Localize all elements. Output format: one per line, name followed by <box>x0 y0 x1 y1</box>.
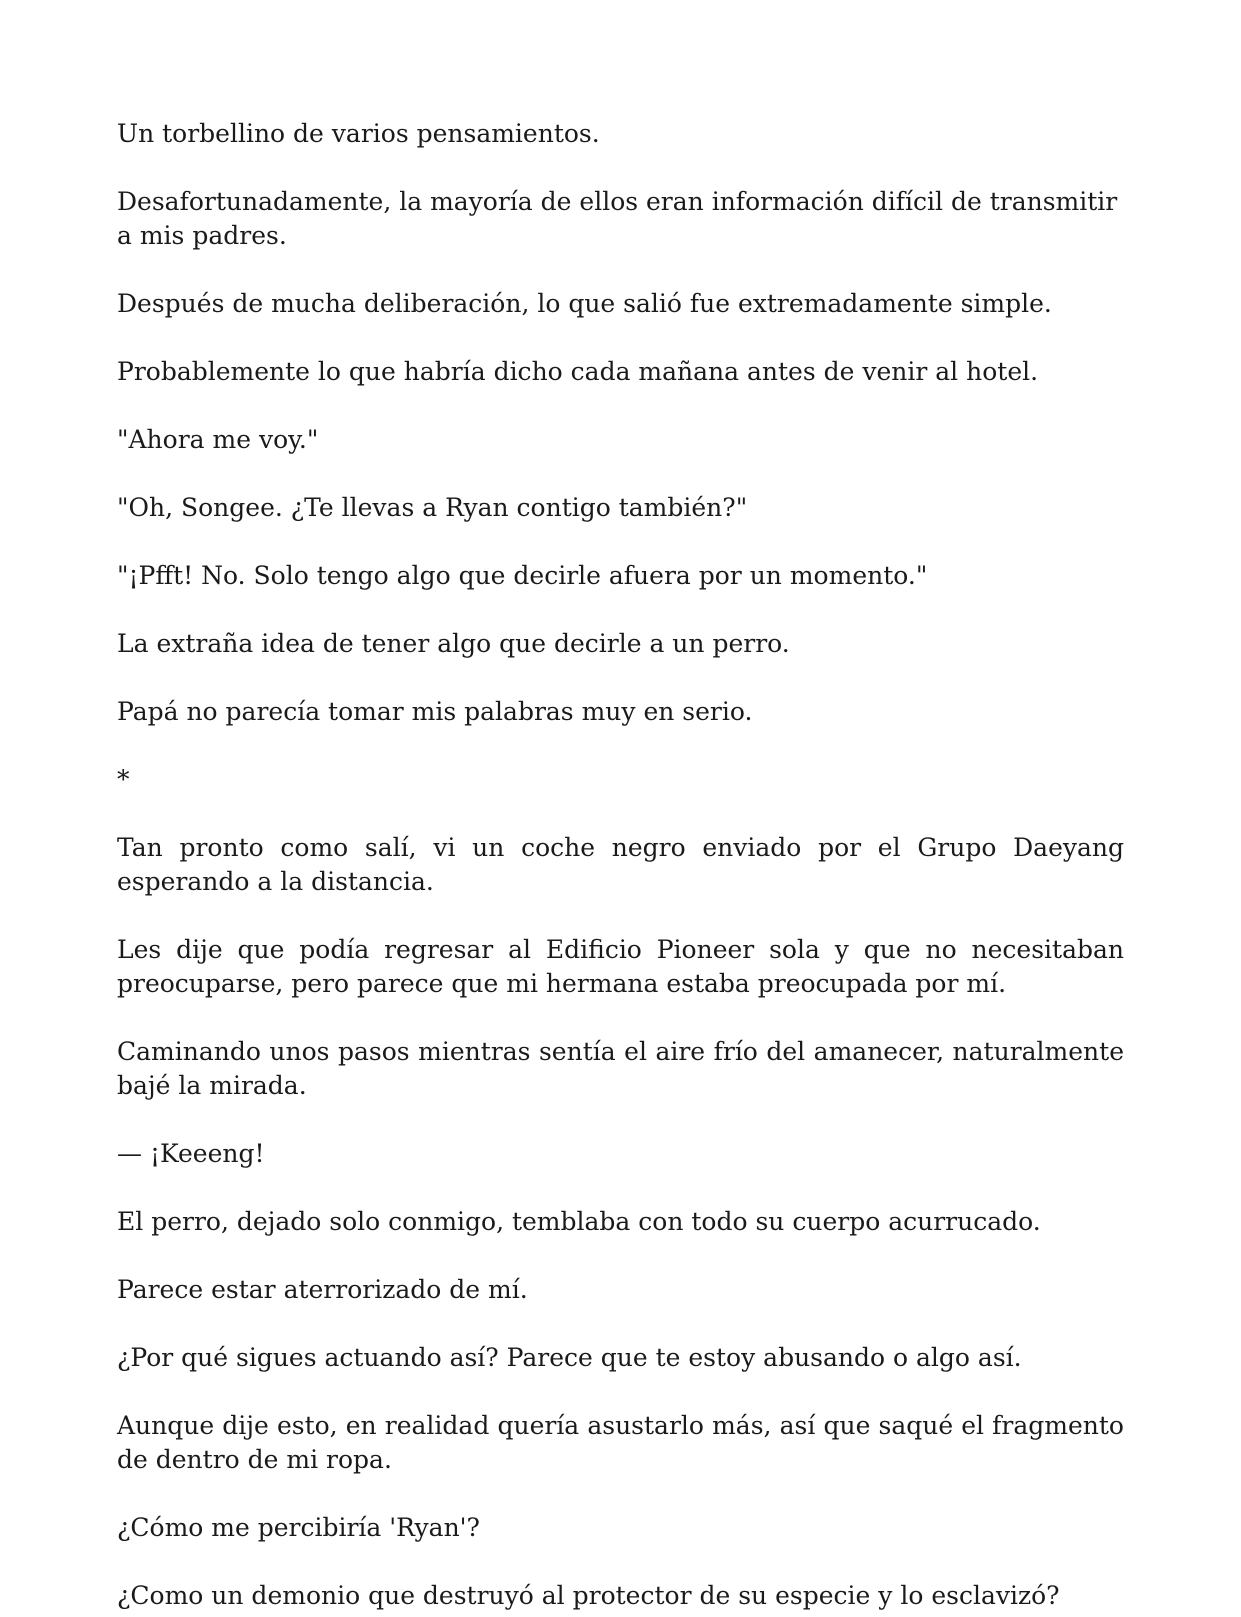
paragraph: ¿Cómo me percibiría 'Ryan'? <box>117 1513 480 1542</box>
paragraph: Aunque dije esto, en realidad quería asustarlo más, así que saqué el fragmento de dentro de mi ropa. <box>117 1411 1124 1474</box>
paragraph: Desafortunadamente, la mayoría de ellos eran información difícil de transmitir a mis padres. <box>117 187 1118 250</box>
paragraph: Papá no parecía tomar mis palabras muy en serio. <box>117 697 753 726</box>
paragraph: Parece estar aterrorizado de mí. <box>117 1275 528 1304</box>
paragraph: El perro, dejado solo conmigo, temblaba con todo su cuerpo acurrucado. <box>117 1207 1041 1236</box>
paragraph: Tan pronto como salí, vi un coche negro enviado por el Grupo Daeyang esperando a la distancia. <box>117 833 1124 896</box>
section-break: * <box>117 765 130 794</box>
paragraph: Probablemente lo que habría dicho cada mañana antes de venir al hotel. <box>117 357 1039 386</box>
paragraph: ¿Por qué sigues actuando así? Parece que te estoy abusando o algo así. <box>117 1343 1022 1372</box>
paragraph: Un torbellino de varios pensamientos. <box>117 119 600 148</box>
dialogue-paragraph: "Oh, Songee. ¿Te llevas a Ryan contigo también?" <box>117 493 748 522</box>
dialogue-paragraph: "Ahora me voy." <box>117 425 319 454</box>
document-body <box>117 117 1124 1613</box>
paragraph: Caminando unos pasos mientras sentía el aire frío del amanecer, naturalmente bajé la mirada. <box>117 1037 1124 1100</box>
dialogue-paragraph: "¡Pfft! No. Solo tengo algo que decirle afuera por un momento." <box>117 561 928 590</box>
paragraph: Después de mucha deliberación, lo que salió fue extremadamente simple. <box>117 289 1052 318</box>
dialogue-paragraph: — ¡Keeeng! <box>117 1139 265 1168</box>
paragraph: La extraña idea de tener algo que decirle a un perro. <box>117 629 790 658</box>
paragraph: Les dije que podía regresar al Edificio Pioneer sola y que no necesitaban preocuparse, pero parece que mi hermana estaba preocupada por mí. <box>117 935 1124 998</box>
paragraph: ¿Como un demonio que destruyó al protector de su especie y lo esclavizó? <box>117 1581 1060 1610</box>
